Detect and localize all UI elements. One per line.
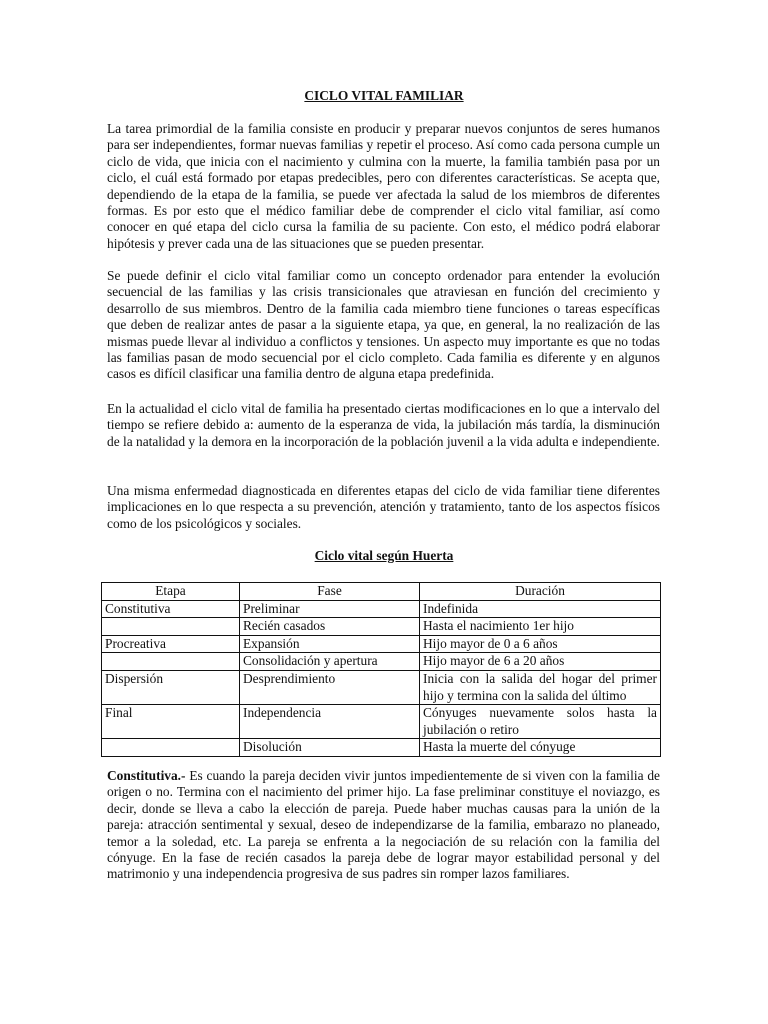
cell-fase: Independencia xyxy=(240,705,420,739)
table-row xyxy=(102,670,661,704)
constitutiva-text: Es cuando la pareja deciden vivir juntos impedientemente de si viven con la familia de origen o no. Termina con el nacimiento del primer hijo. La fase preliminar constituye el noviazgo, es decir, donde se lleva a cabo la elección de pareja. Puede haber muchas causas para la unión de la pareja: atracción sentimental y sexual, deseo de independizarse de la familia, embarazo no planeado, temor a la soledad, etc. La pareja se enfrenta a la negociación de su relación con la familia del cónyuge. En la fase de recién casados la pareja debe de lograr mayor estabilidad personal y del matrimonio y una independencia progresiva de sus padres sin romper lazos familiares. xyxy=(107,768,660,882)
cell-etapa: Dispersión xyxy=(102,670,240,704)
paragraph-intro: La tarea primordial de la familia consiste en producir y preparar nuevos conjuntos de seres humanos para ser independientes, formar nuevas familias y repetir el proceso. Así como cada persona cumple un ciclo de vida, que inicia con el nacimiento y culmina con la muerte, la familia también pasa por un ciclo, el cuál está formado por etapas predecibles, pero con diferentes características. Se acepta que, dependiendo de la etapa de la familia, se puede ver afectada la salud de los miembros de diferentes formas. Es por esto que el médico familiar debe de comprender el ciclo vital familiar, así como conocer en qué etapa del ciclo cursa la familia de su paciente. Con esto, el médico podrá elaborar hipótesis y prever cada una de las situaciones que se pueden presentar. xyxy=(107,121,660,251)
cell-fase: Disolución xyxy=(240,739,420,757)
table-row xyxy=(102,739,661,757)
header-etapa: Etapa xyxy=(102,583,240,601)
cell-etapa: Final xyxy=(102,705,240,739)
table-row xyxy=(102,705,661,739)
table-row xyxy=(102,600,661,618)
cell-duracion: Hasta el nacimiento 1er hijo xyxy=(420,618,661,636)
cell-duracion: Hasta la muerte del cónyuge xyxy=(420,739,661,757)
table-row xyxy=(102,635,661,653)
cell-duracion: Cónyuges nuevamente solos hasta la jubilación o retiro xyxy=(420,705,661,739)
constitutiva-lead: Constitutiva.- xyxy=(107,768,186,783)
cell-duracion: Indefinida xyxy=(420,600,661,618)
cell-etapa xyxy=(102,653,240,671)
cell-duracion: Inicia con la salida del hogar del primer hijo y termina con la salida del último xyxy=(420,670,661,704)
table-row xyxy=(102,618,661,636)
header-duracion: Duración xyxy=(420,583,661,601)
cell-fase: Recién casados xyxy=(240,618,420,636)
document-title: CICLO VITAL FAMILIAR xyxy=(304,88,464,103)
table-header-row xyxy=(102,583,661,601)
cell-fase: Preliminar xyxy=(240,600,420,618)
cell-etapa xyxy=(102,618,240,636)
paragraph-disease-implications: Una misma enfermedad diagnosticada en diferentes etapas del ciclo de vida familiar tiene diferentes implicaciones en lo que respecta a su prevención, atención y tratamiento, tanto de los aspectos físicos como de los psicológicos y sociales. xyxy=(107,483,660,531)
table-row xyxy=(102,653,661,671)
cell-etapa xyxy=(102,739,240,757)
cell-fase: Expansión xyxy=(240,635,420,653)
paragraph-constitutiva xyxy=(107,768,660,883)
table-title: Ciclo vital según Huerta xyxy=(314,548,454,563)
huerta-cycle-table xyxy=(101,582,661,757)
cell-fase: Desprendimiento xyxy=(240,670,420,704)
cell-duracion: Hijo mayor de 0 a 6 años xyxy=(420,635,661,653)
header-fase: Fase xyxy=(240,583,420,601)
paragraph-modifications: En la actualidad el ciclo vital de familia ha presentado ciertas modificaciones en lo que a intervalo del tiempo se refiere debido a: aumento de la esperanza de vida, la jubilación más tardía, la disminución de la natalidad y la demora en la incorporación de la población juvenil a la vida adulta e independiente. xyxy=(107,401,660,449)
cell-etapa: Procreativa xyxy=(102,635,240,653)
paragraph-definition: Se puede definir el ciclo vital familiar como un concepto ordenador para entender la evolución secuencial de las familias y las crisis transicionales que atraviesan en función del crecimiento y desarrollo de sus miembros. Dentro de la familia cada miembro tiene funciones o tareas específicas que deben de realizar antes de pasar a la siguiente etapa, ya que, en general, la no realización de las mismas puede llevar al individuo a conflictos y tensiones. Un aspecto muy importante es que no todas las familias pasan de modo secuencial por el ciclo completo. Cada familia es diferente y en algunos casos es difícil clasificar una familia dentro de alguna etapa predefinida. xyxy=(107,268,660,382)
cell-duracion: Hijo mayor de 6 a 20 años xyxy=(420,653,661,671)
cell-etapa: Constitutiva xyxy=(102,600,240,618)
cell-fase: Consolidación y apertura xyxy=(240,653,420,671)
